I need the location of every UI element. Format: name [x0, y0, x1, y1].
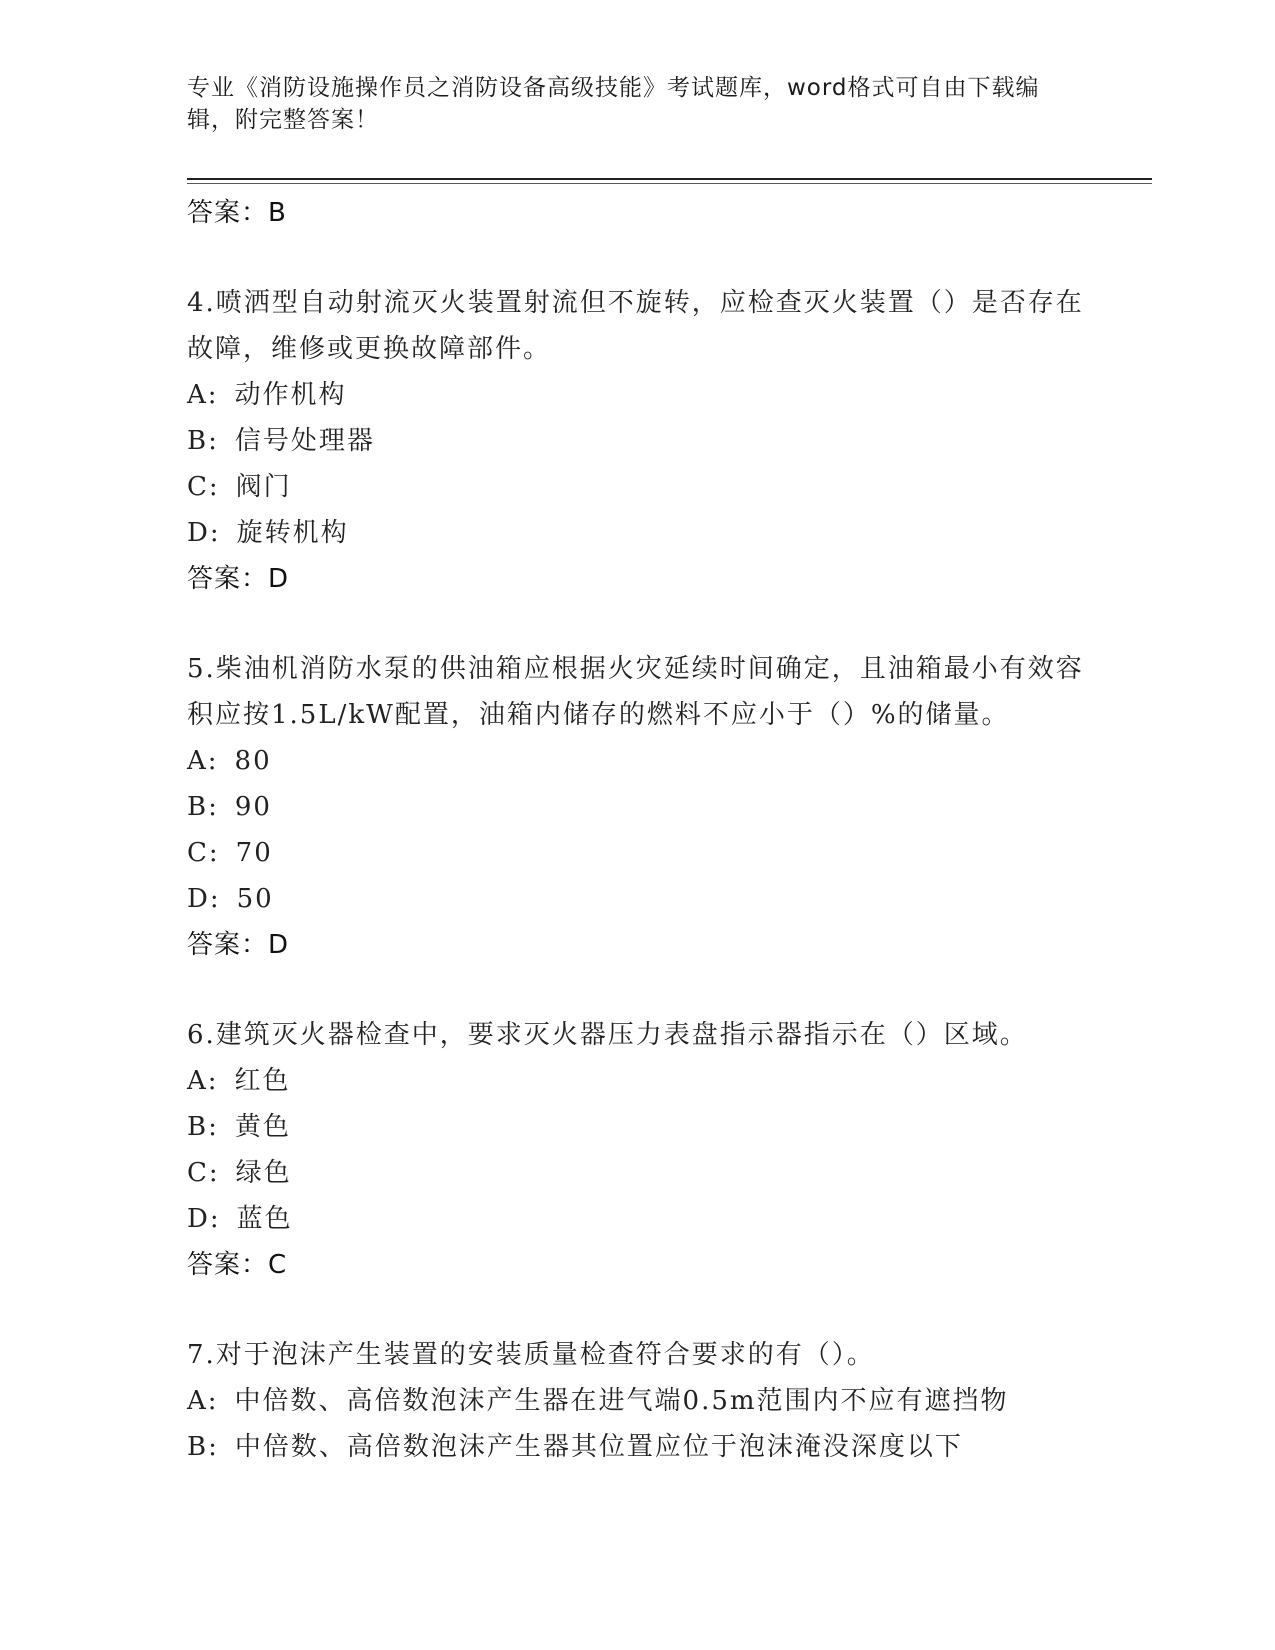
- answer-line: 答案：B: [187, 198, 287, 228]
- question-block-6: [187, 1012, 1087, 1288]
- question-list: [187, 190, 1087, 1470]
- option-key: A:: [187, 1386, 219, 1416]
- option-key: C:: [187, 838, 220, 868]
- question-text: 6.建筑灭火器检查中，要求灭火器压力表盘指示器指示在（）区域。: [187, 1020, 1028, 1050]
- option-b: [187, 1104, 1087, 1150]
- option-text: 70: [235, 838, 273, 868]
- option-d: [187, 876, 1087, 922]
- option-b: [187, 784, 1087, 830]
- option-a: [187, 1058, 1087, 1104]
- option-key: A:: [187, 380, 219, 410]
- option-text: 红色: [234, 1066, 291, 1096]
- answer-line: 答案：C: [187, 1250, 288, 1280]
- option-text: 黄色: [234, 1112, 291, 1142]
- option-text: 旋转机构: [236, 518, 349, 548]
- option-text: 中倍数、高倍数泡沫产生器在进气端0.5m范围内不应有遮挡物: [234, 1386, 1009, 1416]
- option-key: B:: [187, 792, 219, 822]
- header-divider-thin: [187, 183, 1152, 184]
- option-text: 阀门: [235, 472, 292, 502]
- option-d: [187, 1196, 1087, 1242]
- question-block-4: [187, 280, 1087, 602]
- option-c: [187, 830, 1087, 876]
- answer-line: 答案：D: [187, 930, 290, 960]
- question-text: 5.柴油机消防水泵的供油箱应根据火灾延续时间确定，且油箱最小有效容积应按1.5L/kW配置，油箱内储存的燃料不应小于（）%的储量。: [187, 654, 1084, 730]
- option-b: [187, 1424, 1087, 1470]
- option-c: [187, 464, 1087, 510]
- option-d: [187, 510, 1087, 556]
- option-key: D:: [187, 1204, 221, 1234]
- option-text: 50: [236, 884, 274, 914]
- question-block-5: [187, 646, 1087, 968]
- option-a: [187, 1378, 1087, 1424]
- option-text: 信号处理器: [234, 426, 375, 456]
- option-text: 90: [234, 792, 272, 822]
- option-key: D:: [187, 518, 221, 548]
- header-divider: [187, 178, 1152, 180]
- question-text: 7.对于泡沫产生装置的安装质量检查符合要求的有（）。: [187, 1340, 875, 1370]
- option-text: 动作机构: [234, 380, 347, 410]
- option-key: B:: [187, 1432, 219, 1462]
- option-key: A:: [187, 1066, 219, 1096]
- option-c: [187, 1150, 1087, 1196]
- option-text: 中倍数、高倍数泡沫产生器其位置应位于泡沫淹没深度以下: [234, 1432, 963, 1462]
- option-text: 绿色: [235, 1158, 292, 1188]
- option-key: D:: [187, 884, 221, 914]
- option-a: [187, 738, 1087, 784]
- option-text: 蓝色: [236, 1204, 293, 1234]
- option-key: B:: [187, 426, 219, 456]
- question-text: 4.喷洒型自动射流灭火装置射流但不旋转，应检查灭火装置（）是否存在故障，维修或更换故障部件。: [187, 288, 1084, 364]
- question-block-7: [187, 1332, 1087, 1470]
- option-b: [187, 418, 1087, 464]
- option-key: C:: [187, 472, 220, 502]
- option-key: A:: [187, 746, 219, 776]
- option-text: 80: [234, 746, 272, 776]
- page-header: 专业《消防设施操作员之消防设备高级技能》考试题库，word格式可自由下载编辑，附完整答案！: [187, 75, 1040, 133]
- option-key: B:: [187, 1112, 219, 1142]
- option-key: C:: [187, 1158, 220, 1188]
- option-a: [187, 372, 1087, 418]
- answer-line: 答案：D: [187, 564, 290, 594]
